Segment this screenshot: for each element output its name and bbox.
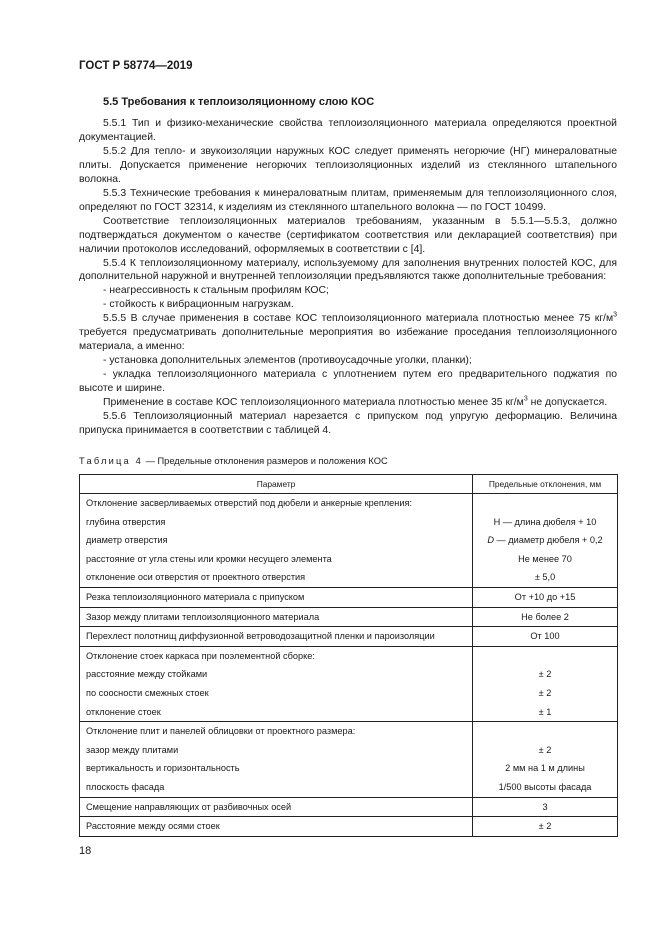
paragraph: Соответствие теплоизоляционных материалов требованиям, указанным в 5.5.1—5.5.3, должно подтверждаться документом о качестве (сертификатом соответствия или декларацией соответствия) при наличии протоколов исследований, оформляемых в соответствии с [4]. — [79, 215, 617, 255]
paragraph: 5.5.3 Технические требования к минераловатным плитам, применяемым для теплоизоляционного слоя, определяют по ГОСТ 32314, к изделиям из стеклянного штапельного волокна — по ГОСТ 10499. — [79, 187, 617, 213]
column-header-deviation: Предельные отклонения, мм — [473, 475, 618, 494]
table-4 — [79, 474, 618, 837]
section-title: 5.5 Требования к теплоизоляционному слою КОС — [103, 96, 375, 108]
document-code: ГОСТ Р 58774—2019 — [79, 60, 193, 72]
paragraph: 5.5.2 Для тепло- и звукоизоляции наружных КОС следует применять негорючие (НГ) минераловатные плиты. Допускается применение негорючих теплоизоляционных изделий из стеклянного штапельного волокна. — [79, 145, 617, 185]
column-header-parameter: Параметр — [80, 475, 473, 494]
table-row: Отклонение стоек каркаса при поэлементной сборке: расстояние между стойками по соосности смежных стоек отклонение стоек ± 2 ± 2 ± 1 — [80, 646, 618, 721]
paragraph: 5.5.5 В случае применения в составе КОС теплоизоляционного материала плотностью менее 75 $кг/м^3$ требуется предусматривать дополнительные мероприятия во избежание проседания теплоизоляционного материала, а именно: — [79, 311, 617, 353]
paragraph: Применение в составе КОС теплоизоляционного материала плотностью менее 35 $кг/м^3$ не допускается. — [103, 395, 608, 409]
table-row: Смещение направляющих от разбивочных осей 3 — [80, 797, 618, 817]
table-row: Зазор между плитами теплоизоляционного материала Не более 2 — [80, 607, 618, 627]
table-row: Отклонение засверливаемых отверстий под дюбели и анкерные крепления: глубина отверстия диаметр отверстия расстояние от угла стены или кромки несущего элемента отклонение оси отверстия от проектного отверстия Н — длина дюбеля + 10 D — диаметр дюбеля + 0,2 Не менее 70 ± 5,0 — [80, 494, 618, 588]
page-number: 18 — [79, 845, 92, 857]
list-item: - укладка теплоизоляционного материала с уплотнением путем его предварительного поджатия по высоте и ширине. — [79, 369, 617, 395]
table-row: Резка теплоизоляционного материала с припуском От +10 до +15 — [80, 587, 618, 607]
paragraph: 5.5.1 Тип и физико-механические свойства теплоизоляционного материала определяются проектной документацией. — [79, 118, 617, 143]
paragraph: 5.5.4 К теплоизоляционному материалу, используемому для заполнения внутренних полостей КОС, для дополнительной наружной и внутренней теплоизоляции предъявляются также дополнительные требования: — [79, 257, 617, 283]
table-caption: Таблица 4 — Предельные отклонения размеров и положения КОС — [79, 456, 388, 466]
list-item: - установка дополнительных элементов (противоусадочные уголки, планки); — [103, 355, 472, 367]
paragraph: 5.5.6 Теплоизоляционный материал нарезается с припуском под упругую деформацию. Величина припуска принимается в соответствии с таблицей 4. — [79, 411, 617, 436]
list-item: - неагрессивность к стальным профилям КОС; — [103, 285, 329, 297]
table-row: Расстояние между осями стоек ± 2 — [80, 817, 618, 837]
body-text — [79, 117, 617, 438]
list-item: - стойкость к вибрационным нагрузкам. — [103, 299, 294, 311]
table-row: Отклонение плит и панелей облицовки от проектного размера: зазор между плитами вертикальность и горизонтальность плоскость фасада ± 2 2 мм на 1 м длины 1/500 высоты фасада — [80, 722, 618, 797]
table-row: Перехлест полотнищ диффузионной ветроводозащитной пленки и пароизоляции От 100 — [80, 627, 618, 647]
